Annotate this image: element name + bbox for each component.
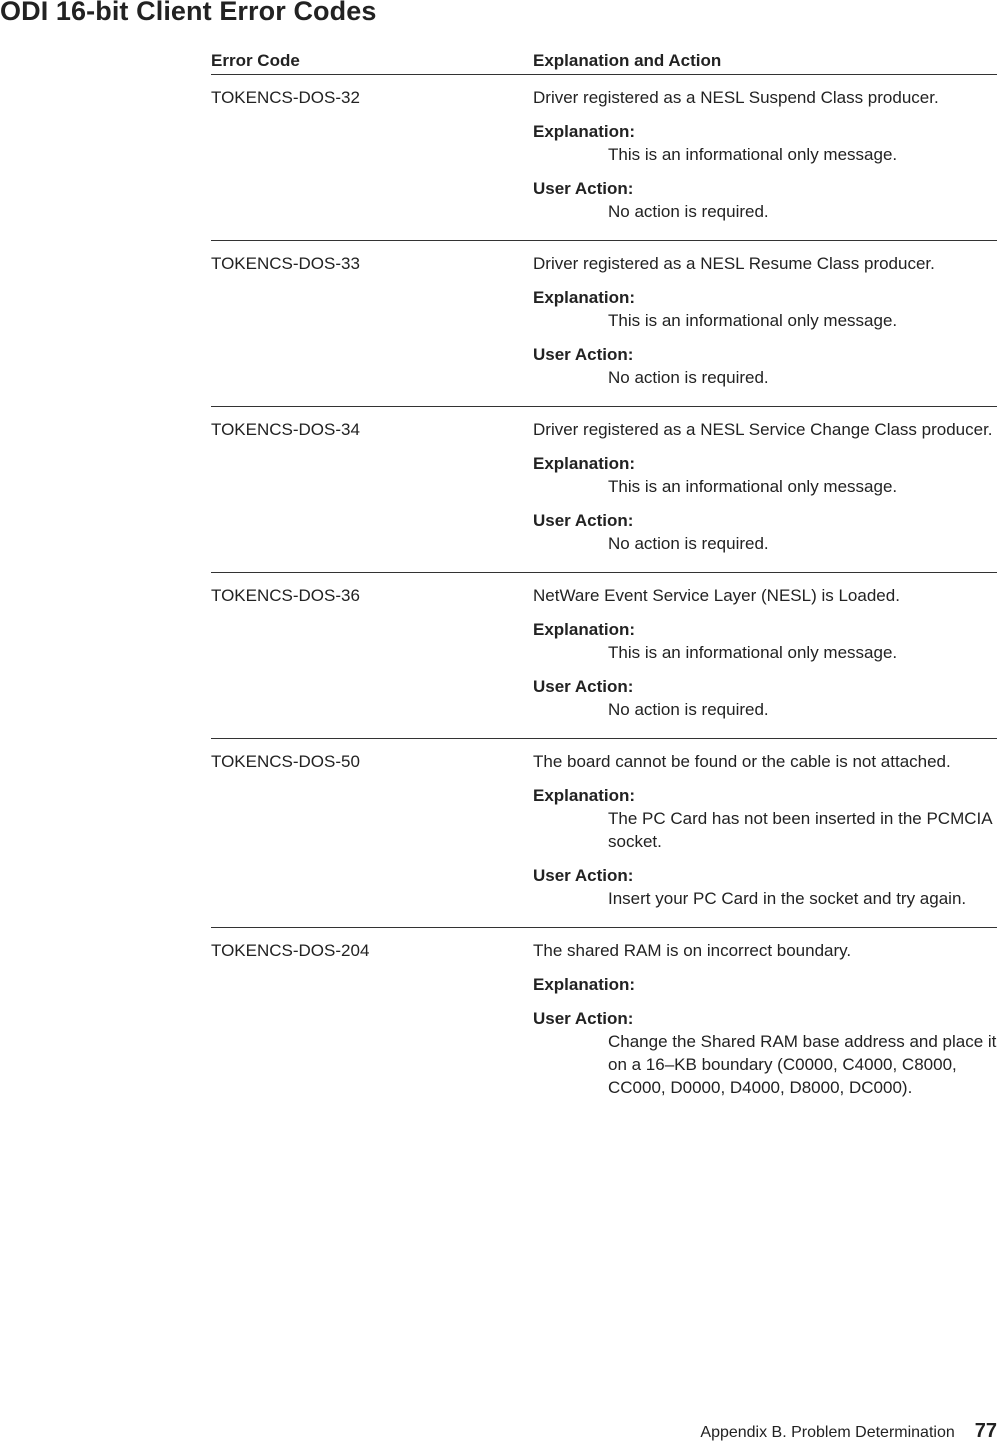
explanation-text: This is an informational only message. — [608, 477, 898, 496]
table-row — [211, 241, 997, 407]
user-action-text: Insert your PC Card in the socket and try again. — [608, 889, 967, 908]
table-row — [211, 573, 997, 739]
user-action-label: User Action: — [533, 511, 634, 530]
page-title: ODI 16-bit Client Error Codes — [0, 0, 377, 26]
error-message: The board cannot be found or the cable is not attached. — [533, 752, 951, 771]
explanation-label: Explanation: — [533, 975, 636, 994]
column-header-error-code: Error Code — [211, 51, 300, 70]
table-row — [211, 407, 997, 573]
explanation-label: Explanation: — [533, 786, 636, 805]
error-code: TOKENCS-DOS-33 — [211, 254, 360, 273]
error-code: TOKENCS-DOS-32 — [211, 88, 360, 107]
table-row — [211, 75, 997, 241]
error-code: TOKENCS-DOS-204 — [211, 941, 370, 960]
error-message: The shared RAM is on incorrect boundary. — [533, 941, 852, 960]
user-action-label: User Action: — [533, 866, 634, 885]
explanation-label: Explanation: — [533, 454, 636, 473]
error-code: TOKENCS-DOS-50 — [211, 752, 360, 771]
error-message: Driver registered as a NESL Suspend Class producer. — [533, 88, 939, 107]
user-action-label: User Action: — [533, 179, 634, 198]
error-code: TOKENCS-DOS-36 — [211, 586, 360, 605]
explanation-text: This is an informational only message. — [608, 145, 898, 164]
user-action-text: No action is required. — [608, 700, 769, 719]
user-action-label: User Action: — [533, 1009, 634, 1028]
column-header-explanation: Explanation and Action — [533, 51, 722, 70]
explanation-text: The PC Card has not been inserted in the PCMCIA socket. — [608, 809, 992, 851]
table-header — [211, 48, 997, 75]
error-message: NetWare Event Service Layer (NESL) is Loaded. — [533, 586, 900, 605]
error-message: Driver registered as a NESL Resume Class producer. — [533, 254, 935, 273]
explanation-text: This is an informational only message. — [608, 311, 898, 330]
page-number: 77 — [974, 1420, 997, 1442]
user-action-text: Change the Shared RAM base address and place it on a 16–KB boundary (C0000, C4000, C8000, CC000, D0000, D4000, D8000, DC000). — [608, 1032, 997, 1097]
explanation-label: Explanation: — [533, 620, 636, 639]
error-code-table — [211, 48, 997, 1116]
page-footer — [700, 1420, 997, 1443]
footer-section-title: Appendix B. Problem Determination — [700, 1424, 955, 1441]
explanation-label: Explanation: — [533, 122, 636, 141]
table-row — [211, 739, 997, 928]
table-row — [211, 928, 997, 1116]
user-action-text: No action is required. — [608, 534, 769, 553]
explanation-label: Explanation: — [533, 288, 636, 307]
explanation-text: This is an informational only message. — [608, 643, 898, 662]
user-action-label: User Action: — [533, 677, 634, 696]
error-message: Driver registered as a NESL Service Change Class producer. — [533, 420, 993, 439]
user-action-label: User Action: — [533, 345, 634, 364]
error-code: TOKENCS-DOS-34 — [211, 420, 360, 439]
user-action-text: No action is required. — [608, 368, 769, 387]
user-action-text: No action is required. — [608, 202, 769, 221]
